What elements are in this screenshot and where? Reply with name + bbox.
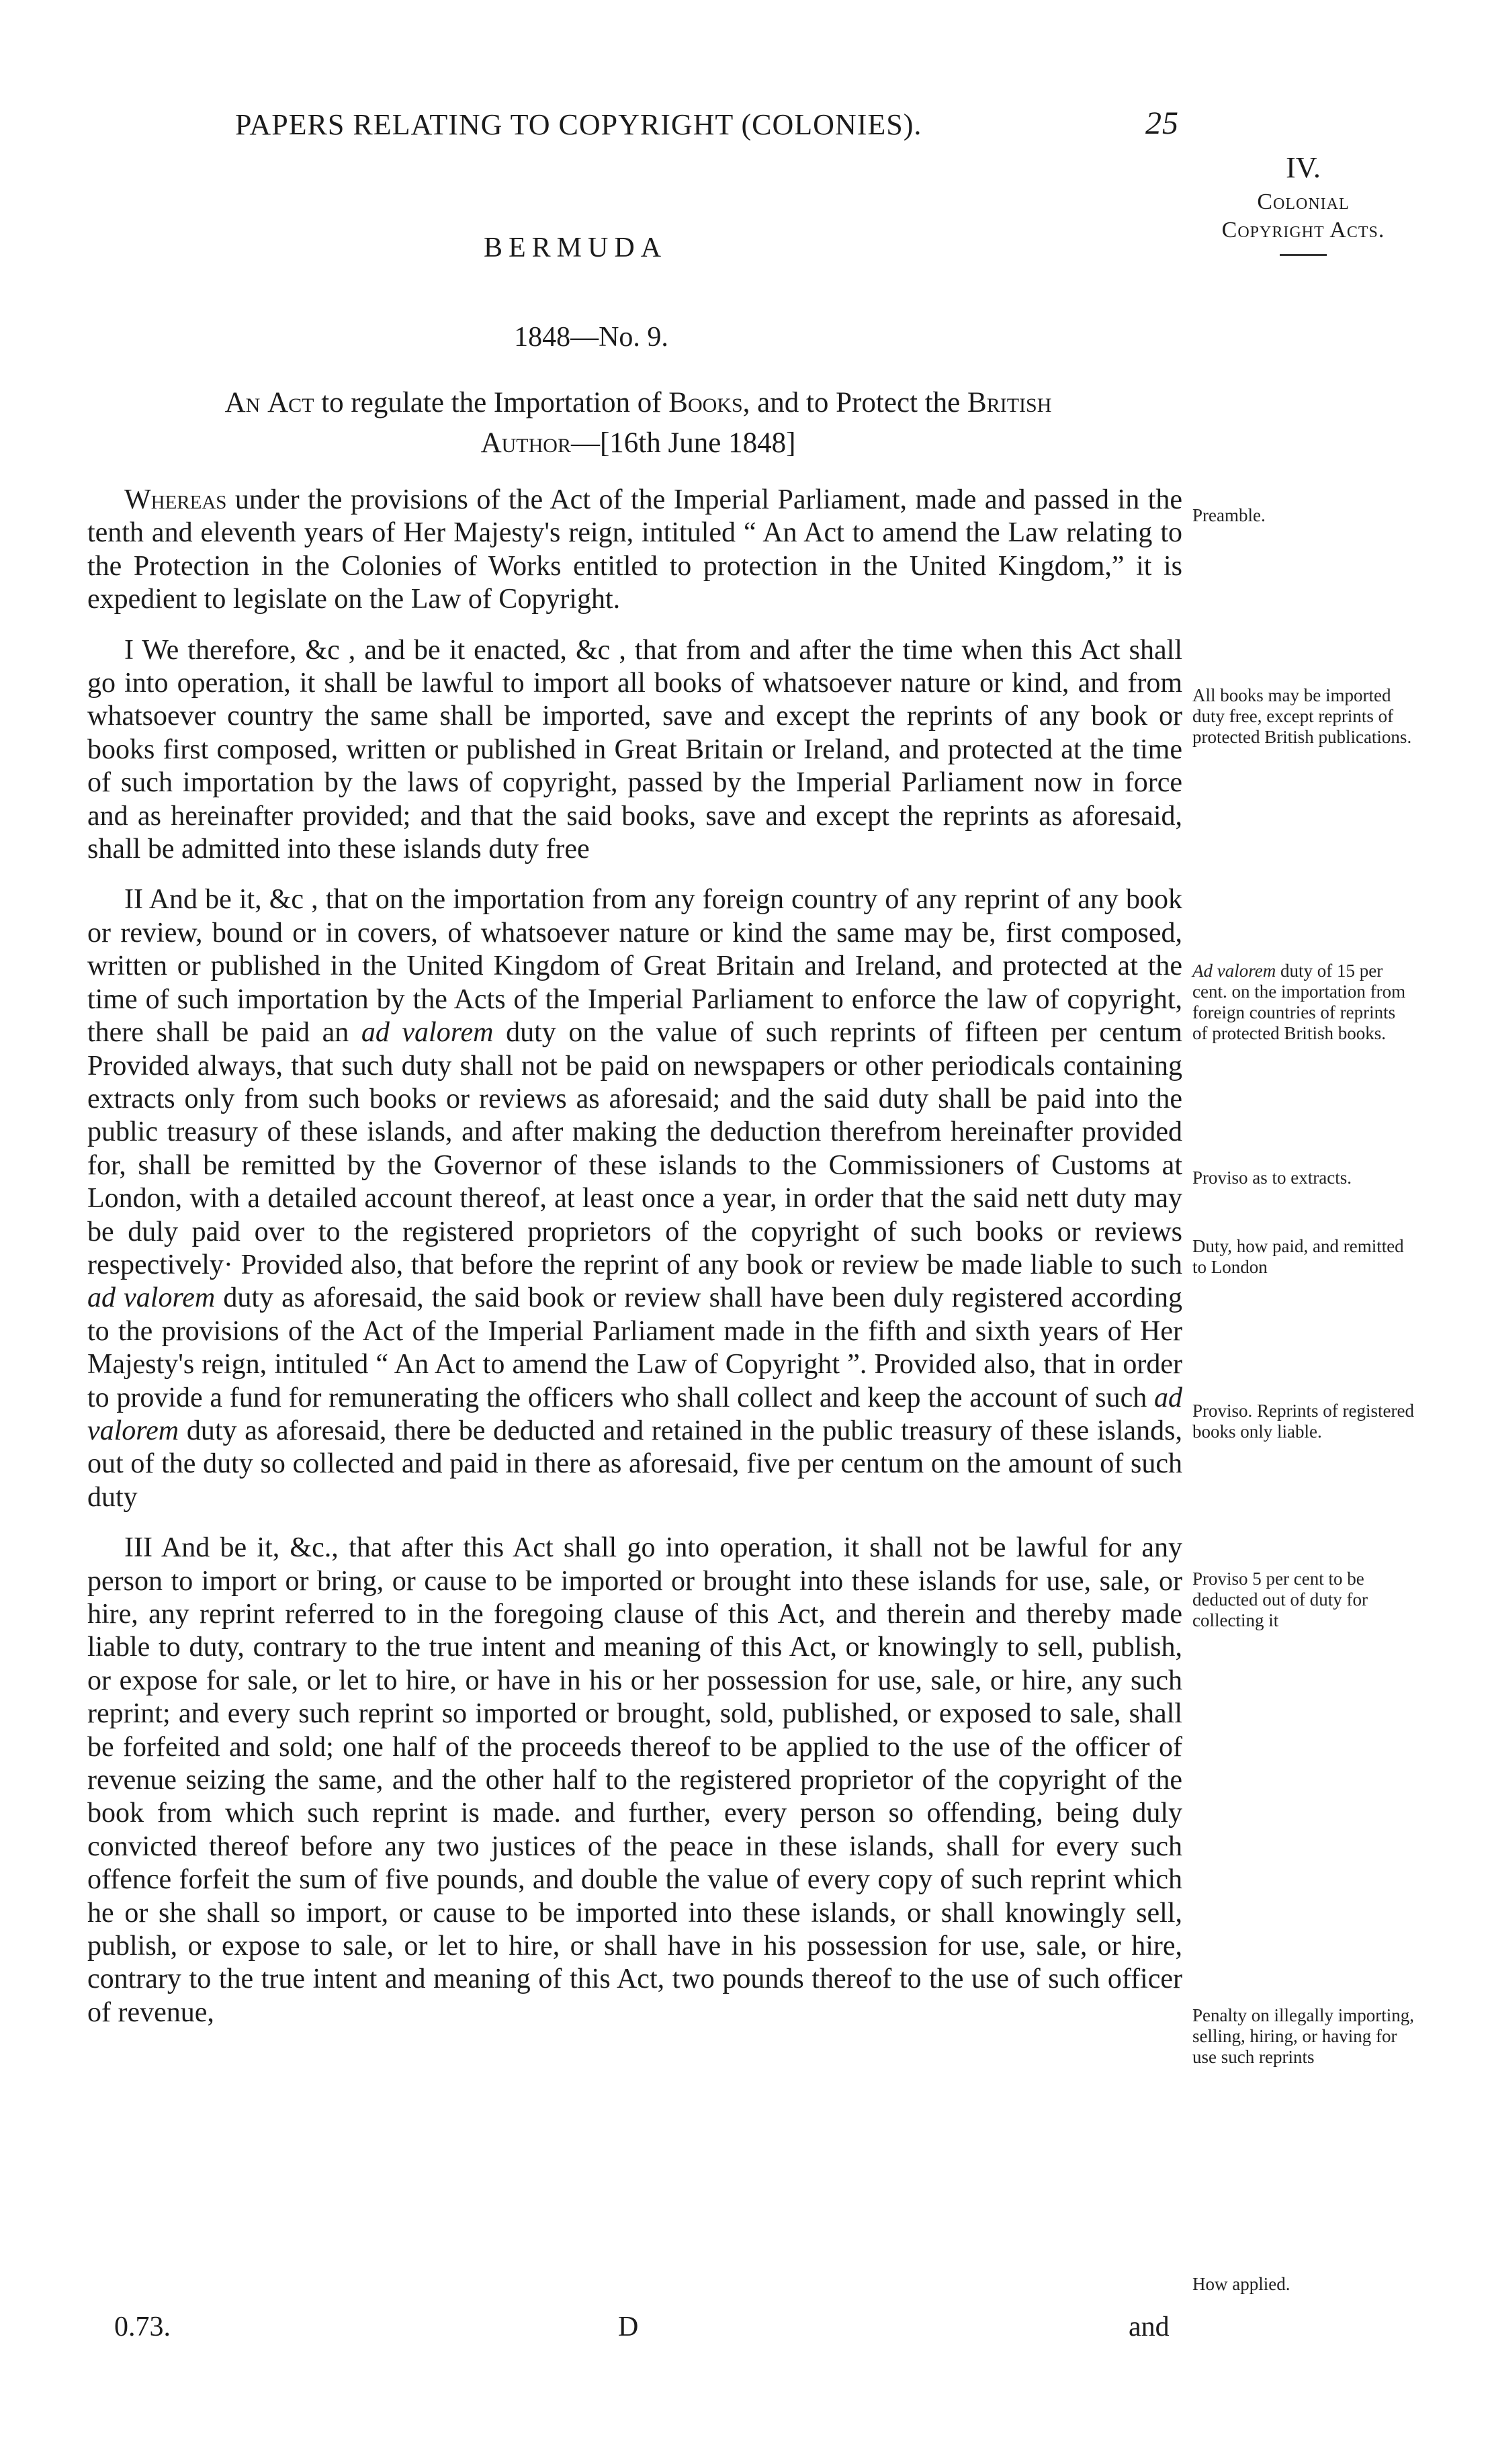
act-title-british: British (967, 387, 1052, 419)
act-title-part1: to regulate the Importation of (321, 387, 662, 419)
section-2-text-c: duty as aforesaid, the said book or review shall have been duly registered according to the provisions of the Act of the Imperial Parliament made in the fifth and sixth years of Her Majesty's reign, intituled “ An Act to amend the Law of Copyright ”. Provided also, that in order to provide a fund for remunerating the officers who shall collect and keep the account of such (87, 1282, 1182, 1413)
colony-heading: BERMUDA (484, 232, 668, 263)
section-line-2: Copyright Acts. (1221, 218, 1385, 243)
section-3-paragraph: III And be it, &c., that after this Act shall go into operation, it shall not be lawful for any person to import or bring, or cause to be imported or brought into these islands for use, sale, or hire, any reprint referred to in the foregoing clause of this Act, and therein and thereby made liable to duty, contrary to the true intent and meaning of this Act, or knowingly to sell, publish, or expose for sale, or let to hire, or have in his or her possession for use, sale, or hire, any such reprint; and every such reprint so imported or brought, sold, published, or exposed to sale, shall be forfeited and sold; one half of the proceeds thereof to be applied to the use of the officer of revenue seizing the same, and the other half to the registered proprietor of the copyright of the book from which such reprint is made. and further, every person so offending, being duly convicted thereof before any two justices of the peace in these islands, shall for every such offence forfeit the sum of five pounds, and double the value of every copy of such reprint which he or she shall so import, or cause to be imported into these islands, or shall knowingly sell, publish, or expose to sale, or let to hire, or shall have in his possession for use, sale, or hire, contrary to the true intent and meaning of this Act, two pounds thereof to the use of such officer of revenue, (87, 1532, 1182, 2028)
margin-note-ad-valorem-text: duty of 15 per cent. on the importation from foreign countries of reprints of protected British books. (1192, 961, 1406, 1043)
section-2-italic-2: ad valorem (87, 1282, 216, 1314)
section-2-text-d: duty as aforesaid, there be deducted and retained in the public treasury of these islands, out of the duty so collected and paid in there as aforesaid, five per centum on the amount of such duty (87, 1415, 1182, 1513)
preamble-lead: Whereas (124, 484, 227, 515)
margin-note-proviso-extracts: Proviso as to extracts. (1192, 1168, 1352, 1188)
margin-note-ad-valorem-italic: Ad valorem (1192, 961, 1276, 981)
margin-note-how-applied: How applied. (1192, 2274, 1290, 2294)
section-mark (1189, 148, 1417, 256)
preamble-paragraph (87, 484, 1182, 617)
section-line-1: Colonial (1257, 189, 1350, 214)
footer-signature-left: 0.73. (114, 2312, 171, 2342)
margin-note-proviso-registered: Proviso. Reprints of registered books only liable. (1192, 1401, 1414, 1442)
margin-note-ad-valorem (1192, 961, 1414, 1044)
section-rule (1280, 254, 1327, 256)
section-2-paragraph (87, 883, 1182, 1514)
section-2-text-b: duty on the value of such reprints of fifteen per centum Provided always, that such duty shall not be paid on newspapers or other periodicals containing extracts only from such books or reviews as aforesaid; and the said duty shall be paid into the public treasury of these islands, and after making the deduction therefrom hereinafter provided for, shall be remitted by the Governor of these islands to the Commissioners of Customs at London, with a detailed account thereof, at least once a year, in order that the said nett duty may be duly paid over to the registered proprietors of the copyright of such books or reviews respectively· Provided also, that before the reprint of any book or review be made liable to such (87, 1017, 1183, 1280)
act-title-books: Books (668, 387, 743, 419)
section-number: IV. (1286, 151, 1321, 184)
section-1-paragraph: I We therefore, &c , and be it enacted, &c , that from and after the time when this Act shall go into operation, it shall be lawful to import all books of whatsoever nature or kind, and from whatsoever country the same shall be imported, save and except the reprints of any book or books first composed, written or published in Great Britain or Ireland, and protected at the time of such importation by the laws of copyright, passed by the Imperial Parliament now in force and as hereinafter provided; and that the said books, save and except the reprints as aforesaid, shall be admitted into these islands duty free (87, 634, 1182, 865)
preamble-text: under the provisions of the Act of the Imperial Parliament, made and passed in the tenth and eleventh years of Her Majesty's reign, intituled “ An Act to amend the Law relating to the Protection in the Colonies of Works entitled to protection in the United Kingdom,” it is expedient to legislate on the Law of Copyright. (87, 484, 1182, 615)
act-title-part2: , and to Protect the (742, 387, 961, 419)
act-title (101, 383, 1176, 464)
margin-note-books-free: All books may be imported duty free, except reprints of protected British publications. (1192, 685, 1412, 747)
margin-note-penalty: Penalty on illegally importing, selling, hiring, or having for use such reprints (1192, 2005, 1414, 2067)
margin-note-duty-paid: Duty, how paid, and remitted to London (1192, 1236, 1404, 1277)
footer-catchword: and (1129, 2312, 1170, 2342)
margin-note-preamble: Preamble. (1192, 505, 1266, 525)
footer-signature-d: D (618, 2312, 639, 2342)
running-title: PAPERS RELATING TO COPYRIGHT (COLONIES). (235, 108, 922, 141)
act-title-act: Act (267, 387, 314, 419)
act-number: 1848—No. 9. (514, 322, 668, 353)
act-title-author: Author (480, 427, 571, 459)
act-date: —[16th June 1848] (570, 427, 796, 459)
act-body (87, 484, 1182, 2047)
page-number: 25 (1145, 105, 1179, 141)
section-2-italic-1: ad valorem (361, 1017, 494, 1049)
margin-note-proviso-five: Proviso 5 per cent to be deducted out of duty for collecting it (1192, 1569, 1368, 1630)
act-title-an: An (224, 387, 261, 419)
section-2-text-a: II And be it, &c , that on the importation from any foreign country of any reprint of any book or review, bound or in covers, of whatsoever nature or kind the same may be, first composed, written or published in the United Kingdom of Great Britain and Ireland, and protected at the time of such importation by the Acts of the Imperial Parliament to enforce the law of copyright, there shall be paid an (87, 884, 1182, 1049)
section-2-italic-3: ad valorem (87, 1382, 1182, 1446)
